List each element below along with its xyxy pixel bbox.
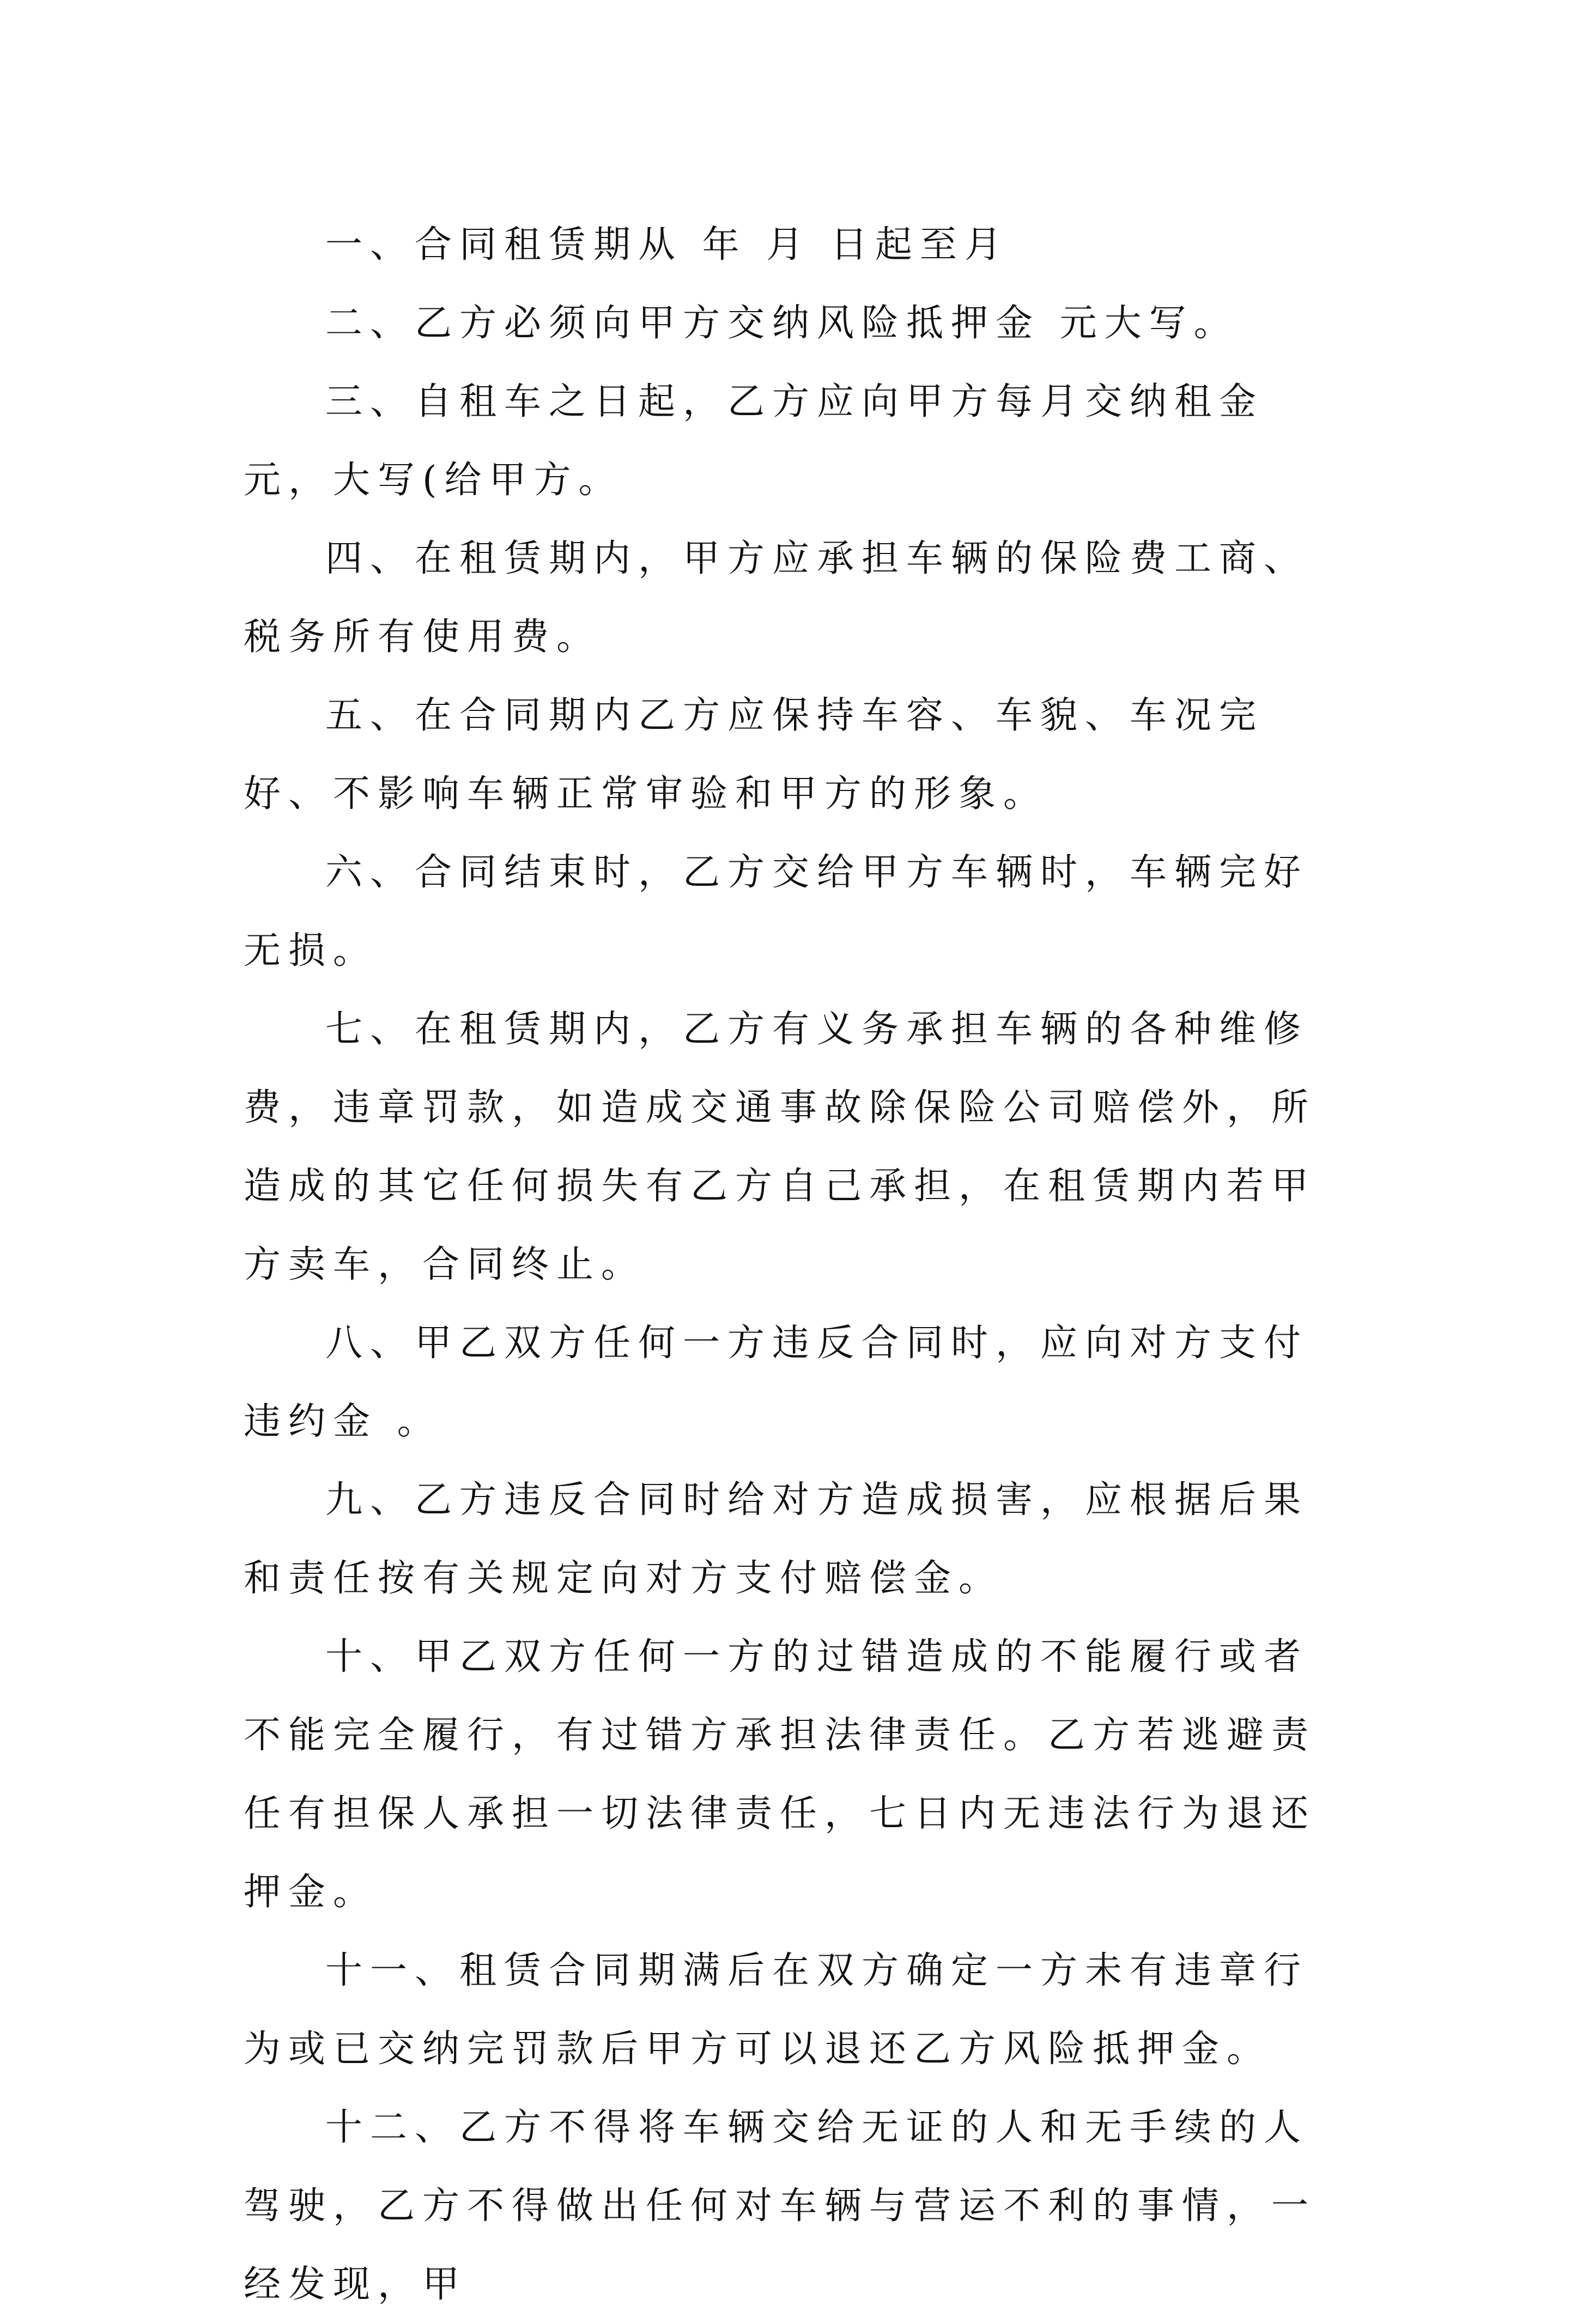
clause-10: 十、甲乙双方任何一方的过错造成的不能履行或者不能完全履行，有过错方承担法律责任。乙方若逃避责任有担保人承担一切法律责任，七日内无违法行为退还押金。 (244, 1635, 1317, 1914)
clause-11: 十一、租赁合同期满后在双方确定一方未有违章行为或已交纳完罚款后甲方可以退还乙方风险抵押金。 (244, 1949, 1309, 2071)
clause-3: 三、自租车之日起，乙方应向甲方每月交纳租金 元，大写(给甲方。 (244, 380, 1264, 502)
clause-5: 五、在合同期内乙方应保持车容、车貌、车况完好、不影响车辆正常审验和甲方的形象。 (244, 694, 1264, 816)
clause-4: 四、在租赁期内，甲方应承担车辆的保险费工商、税务所有使用费。 (244, 537, 1309, 659)
clause-1: 一、合同租赁期从 年 月 日起至月 (325, 223, 1009, 266)
clause-12: 十二、乙方不得将车辆交给无证的人和无手续的人驾驶，乙方不得做出任何对车辆与营运不利的事情，一经发现，甲 (244, 2106, 1317, 2306)
contract-body (244, 206, 1349, 2324)
clause-7: 七、在租赁期内，乙方有义务承担车辆的各种维修费，违章罚款，如造成交通事故除保险公司赔偿外，所造成的其它任何损失有乙方自己承担，在租赁期内若甲方卖车，合同终止。 (244, 1008, 1317, 1286)
clause-8: 八、甲乙双方任何一方违反合同时，应向对方支付违约金 。 (244, 1322, 1309, 1443)
clause-6: 六、合同结束时，乙方交给甲方车辆时，车辆完好无损。 (244, 851, 1309, 972)
clause-2: 二、乙方必须向甲方交纳风险抵押金 元大写。 (325, 302, 1239, 345)
clause-9: 九、乙方违反合同时给对方造成损害，应根据后果和责任按有关规定向对方支付赔偿金。 (244, 1479, 1309, 1600)
